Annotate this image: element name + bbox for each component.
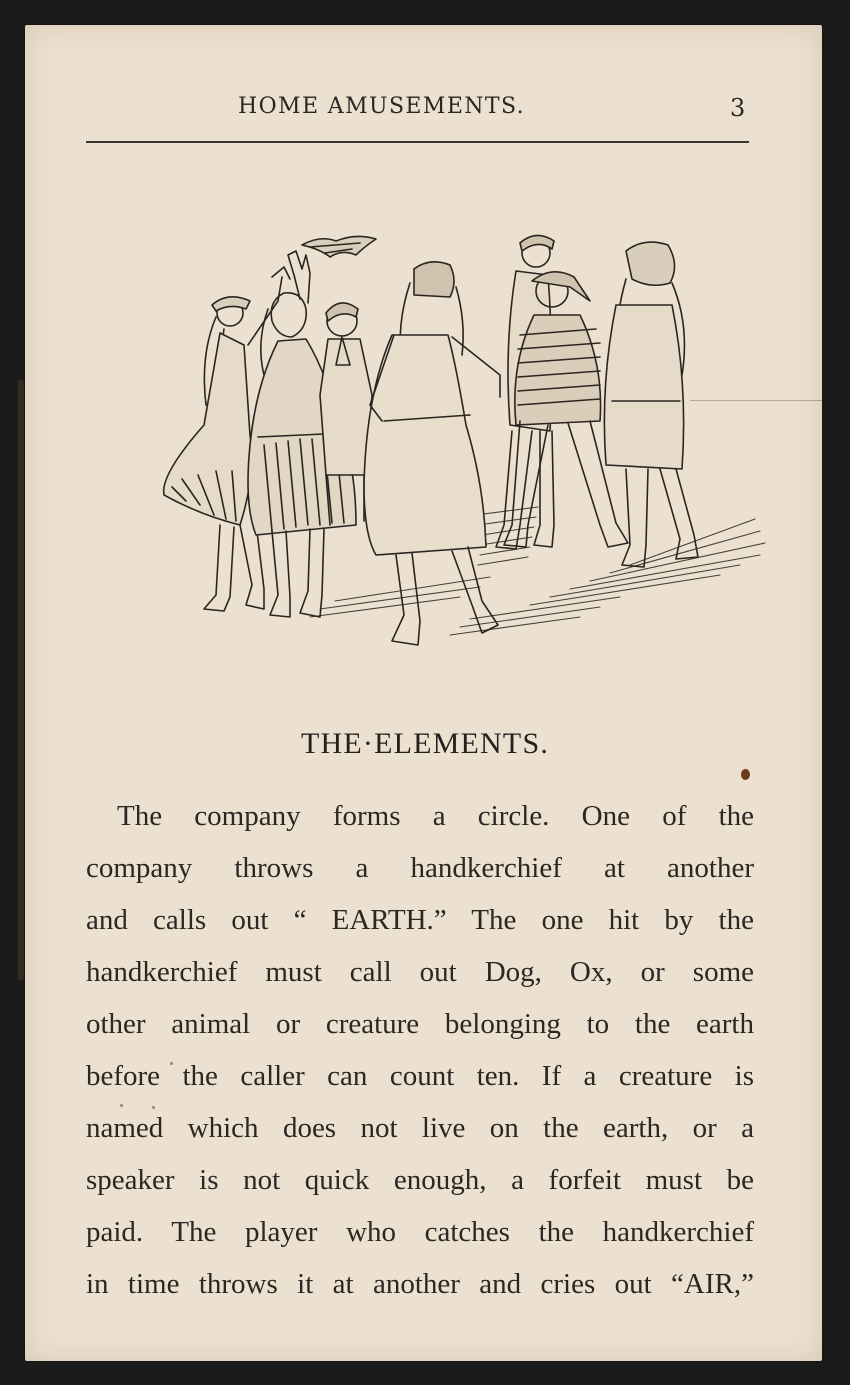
- page-number: 3: [730, 94, 746, 122]
- girl-right-figure: [604, 242, 698, 567]
- body-line: named which does not live on the earth, or a: [86, 1112, 754, 1144]
- ink-stain: [741, 769, 750, 780]
- body-line: and calls out “ EARTH.” The one hit by the: [86, 904, 754, 936]
- children-dancing-in-circle-illustration: [160, 225, 770, 655]
- body-line: in time throws it at another and cries out “AIR,”: [86, 1268, 754, 1300]
- body-line: before the caller can count ten. If a creature is: [86, 1060, 754, 1092]
- body-line: paid. The player who catches the handkerchief: [86, 1216, 754, 1248]
- body-line: other animal or creature belonging to the earth: [86, 1008, 754, 1040]
- page-crease: [690, 400, 822, 401]
- body-line: handkerchief must call out Dog, Ox, or some: [86, 956, 754, 988]
- body-line: speaker is not quick enough, a forfeit must be: [86, 1164, 754, 1196]
- body-line: The company forms a circle. One of the: [117, 800, 754, 832]
- running-header-title: HOME AMUSEMENTS.: [238, 94, 526, 119]
- body-line: company throws a handkerchief at another: [86, 852, 754, 884]
- section-title: THE·ELEMENTS.: [300, 727, 550, 760]
- page-edge-shadow: [18, 380, 24, 980]
- header-rule: [86, 141, 749, 143]
- body-paragraph: [86, 790, 754, 1310]
